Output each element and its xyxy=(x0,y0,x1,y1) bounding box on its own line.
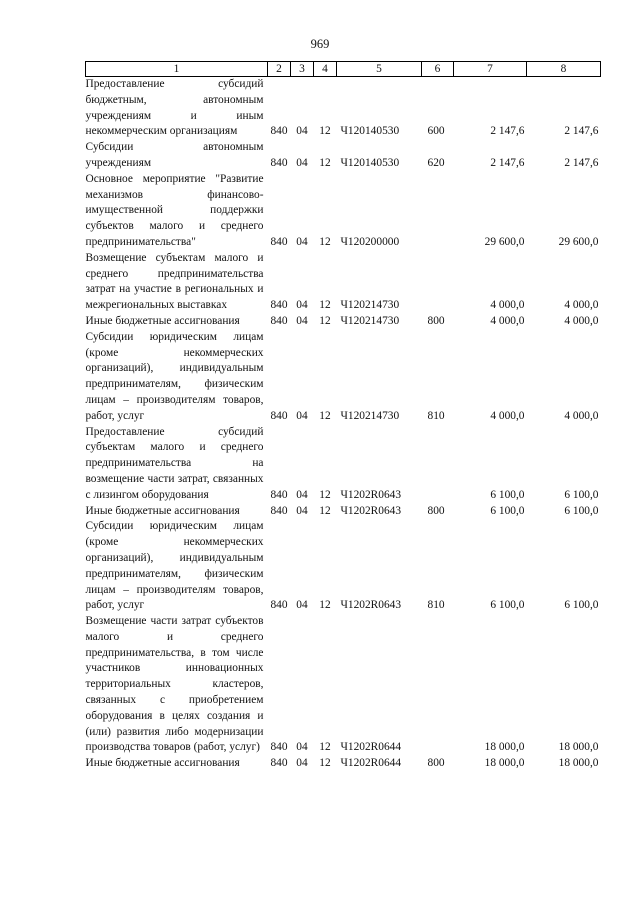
cell-vr xyxy=(422,251,454,314)
cell-rz: 04 xyxy=(296,504,308,517)
cell-pr: 12 xyxy=(319,741,331,754)
cell-pr: 12 xyxy=(319,409,331,422)
cell-sum1: 4 000,0 xyxy=(490,409,525,422)
header-cell: 3 xyxy=(291,62,314,77)
cell-name: Иные бюджетные ассигнования xyxy=(85,504,240,517)
cell-vr: 800 xyxy=(427,757,445,770)
cell-sum1: 18 000,0 xyxy=(484,741,525,754)
table-row xyxy=(86,614,601,756)
table-row xyxy=(86,77,601,141)
table-row xyxy=(86,140,601,172)
cell-csr: Ч120140530 xyxy=(340,125,400,138)
cell-sum1: 6 100,0 xyxy=(490,504,525,517)
cell-grbs: 840 xyxy=(270,314,288,327)
cell-rz: 04 xyxy=(296,409,308,422)
header-cell: 4 xyxy=(314,62,337,77)
cell-csr: Ч120214730 xyxy=(340,409,400,422)
cell-name: Субсидии юридическим лицам (кроме некоммерческих организаций), индивидуальным предпринимателям, физическим лицам – производителям товаров, работ, услуг xyxy=(85,330,264,422)
cell-pr: 12 xyxy=(319,156,331,169)
header-cell: 2 xyxy=(268,62,291,77)
cell-csr: Ч1202R0644 xyxy=(340,757,402,770)
table-body xyxy=(86,77,601,773)
cell-vr: 600 xyxy=(427,125,445,138)
cell-sum1: 29 600,0 xyxy=(484,235,525,248)
cell-rz: 04 xyxy=(296,599,308,612)
cell-grbs: 840 xyxy=(270,299,288,312)
cell-sum2: 29 600,0 xyxy=(558,235,599,248)
cell-vr xyxy=(422,172,454,251)
cell-name: Иные бюджетные ассигнования xyxy=(85,757,240,770)
cell-rz: 04 xyxy=(296,299,308,312)
cell-sum2: 6 100,0 xyxy=(564,599,599,612)
cell-vr xyxy=(422,425,454,504)
page-number: 969 xyxy=(310,37,330,51)
cell-csr: Ч1202R0643 xyxy=(340,504,402,517)
cell-csr: Ч1202R0643 xyxy=(340,599,402,612)
cell-csr: Ч120140530 xyxy=(340,156,400,169)
cell-rz: 04 xyxy=(296,156,308,169)
cell-sum1: 2 147,6 xyxy=(490,156,525,169)
cell-name: Субсидии автономным учреждениям xyxy=(85,141,264,169)
cell-grbs: 840 xyxy=(270,156,288,169)
table-row xyxy=(86,504,601,520)
cell-vr: 810 xyxy=(427,409,445,422)
cell-csr: Ч120214730 xyxy=(340,299,400,312)
header-cell: 8 xyxy=(527,62,601,77)
cell-grbs: 840 xyxy=(270,125,288,138)
table-row xyxy=(86,330,601,425)
cell-pr: 12 xyxy=(319,235,331,248)
cell-grbs: 840 xyxy=(270,757,288,770)
cell-name: Иные бюджетные ассигнования xyxy=(85,314,240,327)
cell-vr: 800 xyxy=(427,504,445,517)
cell-vr: 810 xyxy=(427,599,445,612)
cell-rz: 04 xyxy=(296,125,308,138)
cell-sum1: 4 000,0 xyxy=(490,299,525,312)
cell-vr xyxy=(422,614,454,756)
cell-sum2: 6 100,0 xyxy=(564,488,599,501)
cell-sum1: 4 000,0 xyxy=(490,314,525,327)
cell-pr: 12 xyxy=(319,488,331,501)
header-cell: 1 xyxy=(86,62,268,77)
cell-rz: 04 xyxy=(296,488,308,501)
cell-vr: 620 xyxy=(427,156,445,169)
cell-sum1: 6 100,0 xyxy=(490,599,525,612)
cell-name: Возмещение субъектам малого и среднего предпринимательства затрат на участие в региональных и межрегиональных выставках xyxy=(85,251,264,312)
cell-sum2: 18 000,0 xyxy=(558,741,599,754)
header-cell: 6 xyxy=(422,62,454,77)
cell-grbs: 840 xyxy=(270,235,288,248)
table-row xyxy=(86,756,601,772)
cell-pr: 12 xyxy=(319,299,331,312)
cell-name: Возмещение части затрат субъектов малого и среднего предпринимательства, в том числе участников инновационных территориальных кластеров, связанных с приобретением оборудования в целях создания и (или) развития либо модернизации производства товаров (работ, услуг) xyxy=(85,615,264,754)
cell-csr: Ч1202R0644 xyxy=(340,741,402,754)
cell-sum1: 6 100,0 xyxy=(490,488,525,501)
cell-sum1: 2 147,6 xyxy=(490,125,525,138)
cell-rz: 04 xyxy=(296,314,308,327)
cell-sum2: 2 147,6 xyxy=(564,125,599,138)
cell-sum2: 6 100,0 xyxy=(564,504,599,517)
cell-name: Предоставление субсидий субъектам малого и среднего предпринимательства на возмещение части затрат, связанных с лизингом оборудования xyxy=(85,425,264,501)
cell-vr: 800 xyxy=(427,314,445,327)
cell-grbs: 840 xyxy=(270,599,288,612)
header-cell: 7 xyxy=(454,62,527,77)
cell-sum2: 18 000,0 xyxy=(558,757,599,770)
cell-sum2: 4 000,0 xyxy=(564,314,599,327)
cell-pr: 12 xyxy=(319,599,331,612)
table-row xyxy=(86,425,601,504)
table-row xyxy=(86,172,601,251)
cell-pr: 12 xyxy=(319,125,331,138)
cell-csr: Ч120200000 xyxy=(340,235,400,248)
cell-rz: 04 xyxy=(296,757,308,770)
table-row xyxy=(86,314,601,330)
header-row xyxy=(86,62,601,77)
cell-csr: Ч120214730 xyxy=(340,314,400,327)
cell-name: Предоставление субсидий бюджетным, автономным учреждениям и иным некоммерческим организациям xyxy=(85,78,264,138)
cell-grbs: 840 xyxy=(270,741,288,754)
cell-grbs: 840 xyxy=(270,504,288,517)
cell-csr: Ч1202R0643 xyxy=(340,488,402,501)
cell-grbs: 840 xyxy=(270,488,288,501)
cell-rz: 04 xyxy=(296,235,308,248)
cell-name: Основное мероприятие "Развитие механизмов финансово-имущественной поддержки субъектов малого и среднего предпринимательства" xyxy=(85,172,264,248)
cell-rz: 04 xyxy=(296,741,308,754)
table-row xyxy=(86,519,601,614)
budget-table xyxy=(85,61,601,772)
cell-pr: 12 xyxy=(319,757,331,770)
cell-pr: 12 xyxy=(319,504,331,517)
cell-name: Субсидии юридическим лицам (кроме некоммерческих организаций), индивидуальным предпринимателям, физическим лицам – производителям товаров, работ, услуг xyxy=(85,520,264,612)
table-row xyxy=(86,251,601,314)
cell-pr: 12 xyxy=(319,314,331,327)
cell-sum1: 18 000,0 xyxy=(484,757,525,770)
cell-sum2: 2 147,6 xyxy=(564,156,599,169)
cell-sum2: 4 000,0 xyxy=(564,299,599,312)
header-cell: 5 xyxy=(337,62,422,77)
cell-grbs: 840 xyxy=(270,409,288,422)
cell-sum2: 4 000,0 xyxy=(564,409,599,422)
